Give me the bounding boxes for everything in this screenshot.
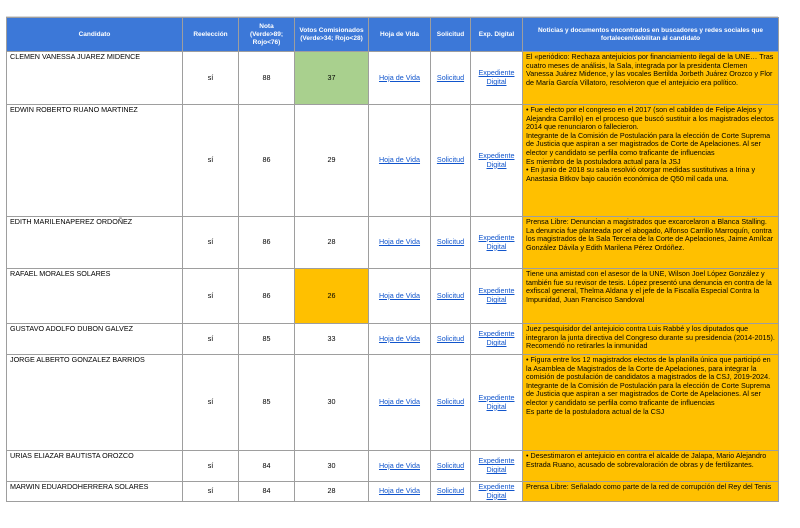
hoja-de-vida-link[interactable]: Hoja de Vida xyxy=(369,451,431,482)
expediente-digital-link[interactable]: Expediente Digital xyxy=(471,269,523,324)
notes-cell[interactable] xyxy=(523,269,779,324)
hoja-de-vida-link[interactable]: Hoja de Vida xyxy=(369,482,431,502)
empty-row xyxy=(6,4,778,17)
table-row xyxy=(7,355,779,451)
hoja-de-vida-link[interactable]: Hoja de Vida xyxy=(369,105,431,217)
votos-cell[interactable]: 28 xyxy=(295,217,369,269)
header-votos: Votos Comisionados (Verde>34; Rojo<28) xyxy=(295,18,369,52)
header-noticias: Noticias y documentos encontrados en buscadores y redes sociales que fortalecen/debilitan al candidato xyxy=(523,18,779,52)
notes-cell[interactable] xyxy=(523,217,779,269)
note-paragraph: Juez pesquisidor del antejuicio contra Luis Rabbé y los diputados que integraron la junta directiva del Congreso durante su presidencia (2014-2015). Recomendó no retirarles la inmunidad xyxy=(526,324,775,351)
note-paragraph: El «periódico: Rechaza antejuicios por financiamiento ilegal de la UNE… Tras cuatro meses de análisis, la Sala, integrada por la presidenta Clemen Vanessa Juárez Midence, y las vocales Bertilda Jorbeth Juárez Orozco y Flor de María García Villatoro, resolvieron que el antejuicio era político. xyxy=(526,52,774,87)
header-candidato: Candidato xyxy=(7,18,183,52)
note-paragraph: Integrante de la Comisión de Postulación para la elección de Corte Suprema de Justicia que aspiran a ser magistrados de Corte de Apelaciones. Al ser elector y candidato se perfila como traficante de influencias xyxy=(526,130,771,157)
hoja-de-vida-link[interactable]: Hoja de Vida xyxy=(369,355,431,451)
nota-cell[interactable]: 84 xyxy=(239,451,295,482)
reeleccion-cell[interactable]: sí xyxy=(183,324,239,355)
reeleccion-cell[interactable]: sí xyxy=(183,451,239,482)
note-paragraph: • Fue electo por el congreso en el 2017 (son el cabildeo de Felipe Alejos y Alejandra Carrillo) en el proceso que buscó sustituir a los magistrados electos 2014 que renunciaron o fallecieron. xyxy=(526,105,774,132)
candidate-name[interactable]: MARWIN EDUARDOHERRERA SOLARES xyxy=(7,482,183,502)
nota-cell[interactable]: 85 xyxy=(239,355,295,451)
table-row xyxy=(7,269,779,324)
notes-cell[interactable] xyxy=(523,355,779,451)
solicitud-link[interactable]: Solicitud xyxy=(431,269,471,324)
note-paragraph: Prensa Libre: Señalado como parte de la red de corrupción del Rey del Tenis xyxy=(526,482,772,491)
table-row xyxy=(7,482,779,502)
notes-cell[interactable] xyxy=(523,324,779,355)
solicitud-link[interactable]: Solicitud xyxy=(431,217,471,269)
expediente-digital-link[interactable]: Expediente Digital xyxy=(471,324,523,355)
votos-cell[interactable]: 30 xyxy=(295,451,369,482)
candidate-name[interactable]: JORGE ALBERTO GONZALEZ BARRIOS xyxy=(7,355,183,451)
table-row xyxy=(7,52,779,105)
notes-cell[interactable] xyxy=(523,105,779,217)
table-row xyxy=(7,451,779,482)
candidate-name[interactable]: EDITH MARILENAPEREZ ORDOÑEZ xyxy=(7,217,183,269)
votos-cell[interactable]: 26 xyxy=(295,269,369,324)
header-nota: Nota (Verde>89; Rojo<76) xyxy=(239,18,295,52)
nota-cell[interactable]: 85 xyxy=(239,324,295,355)
nota-cell[interactable]: 86 xyxy=(239,269,295,324)
header-solicitud: Solicitud xyxy=(431,18,471,52)
note-paragraph: Integrante de la Comisión de Postulación para la elección de Corte Suprema de Justicia que aspiran a ser magistrados de Corte de Apelaciones. Al ser elector y candidato se perfila como traficante de influencias xyxy=(526,380,771,407)
votos-cell[interactable]: 33 xyxy=(295,324,369,355)
nota-cell[interactable]: 88 xyxy=(239,52,295,105)
table-row xyxy=(7,324,779,355)
note-paragraph: Tiene una amistad con el asesor de la UNE, Wilson Joel López González y también fue su revisor de tesis. López presentó una denuncia en contra de la exfiscal general, Thelma Aldana y el jefe de la Fiscalía Especial Contra la Impunidad, Juan Francisco Sandoval xyxy=(526,269,772,304)
candidate-name[interactable]: URIAS ELIAZAR BAUTISTA OROZCO xyxy=(7,451,183,482)
note-paragraph: Es parte de la postuladora actual de la CSJ xyxy=(526,406,665,416)
reeleccion-cell[interactable]: sí xyxy=(183,217,239,269)
hoja-de-vida-link[interactable]: Hoja de Vida xyxy=(369,52,431,105)
note-paragraph: • En junio de 2018 su sala resolvió otorgar medidas sustitutivas a Irina y Anastasia Bitkov bajo caución económica de Q50 mil cada una. xyxy=(526,165,756,183)
votos-cell[interactable]: 28 xyxy=(295,482,369,502)
votos-cell[interactable]: 29 xyxy=(295,105,369,217)
reeleccion-cell[interactable]: sí xyxy=(183,105,239,217)
notes-cell[interactable] xyxy=(523,482,779,502)
hoja-de-vida-link[interactable]: Hoja de Vida xyxy=(369,217,431,269)
expediente-digital-link[interactable]: Expediente Digital xyxy=(471,482,523,502)
notes-cell[interactable] xyxy=(523,52,779,105)
note-paragraph: • Figura entre los 12 magistrados electos de la planilla única que participó en la Asamblea de Magistrados de la Corte de Apelaciones, para integrar la comisión de postulación de candidatos a magistrados de la CSJ, 2019-2024. xyxy=(526,355,771,382)
candidate-name[interactable]: CLEMEN VANESSA JUAREZ MIDENCE xyxy=(7,52,183,105)
reeleccion-cell[interactable]: sí xyxy=(183,52,239,105)
candidate-name[interactable]: RAFAEL MORALES SOLARES xyxy=(7,269,183,324)
header-reeleccion: Reelección xyxy=(183,18,239,52)
nota-cell[interactable]: 86 xyxy=(239,217,295,269)
expediente-digital-link[interactable]: Expediente Digital xyxy=(471,52,523,105)
nota-cell[interactable]: 84 xyxy=(239,482,295,502)
solicitud-link[interactable]: Solicitud xyxy=(431,451,471,482)
candidates-table xyxy=(6,17,779,502)
expediente-digital-link[interactable]: Expediente Digital xyxy=(471,355,523,451)
candidate-name[interactable]: GUSTAVO ADOLFO DUBON GALVEZ xyxy=(7,324,183,355)
note-paragraph: • Desestimaron el antejuicio en contra el alcalde de Jalapa, Mario Alejandro Estrada Ruano, acusado de sobrevaloración de obras y de fertilizantes. xyxy=(526,451,767,469)
solicitud-link[interactable]: Solicitud xyxy=(431,355,471,451)
header-row xyxy=(7,18,779,52)
header-exp: Exp. Digital xyxy=(471,18,523,52)
candidate-name[interactable]: EDWIN ROBERTO RUANO MARTINEZ xyxy=(7,105,183,217)
note-paragraph: Es miembro de la postuladora actual para la JSJ xyxy=(526,156,681,166)
solicitud-link[interactable]: Solicitud xyxy=(431,482,471,502)
table-body xyxy=(7,52,779,502)
votos-cell[interactable]: 37 xyxy=(295,52,369,105)
expediente-digital-link[interactable]: Expediente Digital xyxy=(471,217,523,269)
hoja-de-vida-link[interactable]: Hoja de Vida xyxy=(369,269,431,324)
solicitud-link[interactable]: Solicitud xyxy=(431,52,471,105)
reeleccion-cell[interactable]: sí xyxy=(183,355,239,451)
expediente-digital-link[interactable]: Expediente Digital xyxy=(471,105,523,217)
header-hoja: Hoja de Vida xyxy=(369,18,431,52)
spreadsheet-gridlines xyxy=(6,4,778,17)
nota-cell[interactable]: 86 xyxy=(239,105,295,217)
solicitud-link[interactable]: Solicitud xyxy=(431,105,471,217)
hoja-de-vida-link[interactable]: Hoja de Vida xyxy=(369,324,431,355)
table-row xyxy=(7,217,779,269)
expediente-digital-link[interactable]: Expediente Digital xyxy=(471,451,523,482)
votos-cell[interactable]: 30 xyxy=(295,355,369,451)
reeleccion-cell[interactable]: sí xyxy=(183,482,239,502)
solicitud-link[interactable]: Solicitud xyxy=(431,324,471,355)
table-row xyxy=(7,105,779,217)
reeleccion-cell[interactable]: sí xyxy=(183,269,239,324)
notes-cell[interactable] xyxy=(523,451,779,482)
note-paragraph: Prensa Libre: Denuncian a magistrados que excarcelaron a Blanca Stalling. La denuncia fue planteada por el abogado, Alfonso Carrillo Marroquín, contra los magistrados de la Sala Tercera de la Corte de Apelaciones, Jaime Amílcar González Dávila y Edith Marilena Pérez Ordóñez. xyxy=(526,217,774,252)
